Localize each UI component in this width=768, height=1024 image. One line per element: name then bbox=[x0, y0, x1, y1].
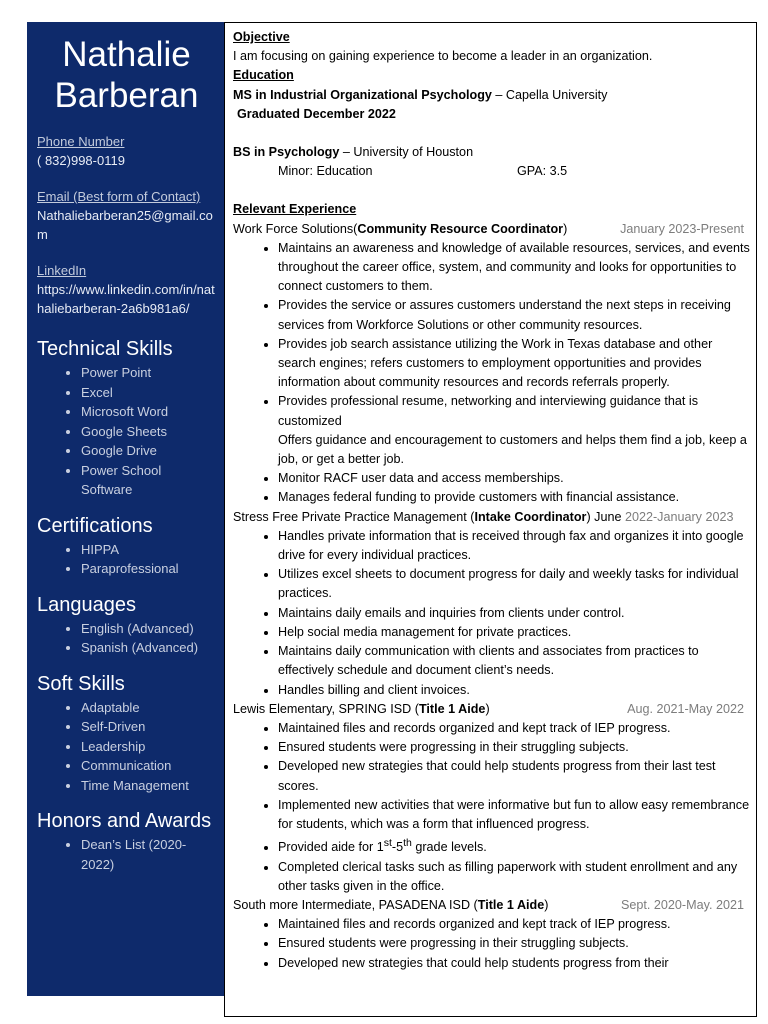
list-item: • Ensured students were progressing in their struggling subjects. bbox=[278, 738, 750, 757]
job-bullets bbox=[233, 469, 750, 507]
ms-degree-line bbox=[233, 86, 750, 105]
objective-heading: Objective bbox=[233, 30, 290, 44]
job-date: Aug. 2021-May 2022 bbox=[627, 701, 744, 716]
list-item: • Time Management bbox=[81, 776, 216, 796]
job-date: January 2023-Present bbox=[620, 221, 744, 236]
languages-list bbox=[37, 619, 216, 658]
list-item: • Paraprofessional bbox=[81, 559, 216, 579]
bs-school: – University of Houston bbox=[339, 145, 474, 160]
bs-gpa: GPA: 3.5 bbox=[517, 164, 568, 179]
aide-text: Provided aide for 1 bbox=[278, 840, 384, 855]
aide-sup: st bbox=[383, 837, 392, 850]
bs-degree: BS in Psychology bbox=[233, 145, 340, 160]
education-heading: Education bbox=[233, 68, 294, 83]
list-item: • Maintains daily emails and inquiries from clients under control. bbox=[278, 604, 750, 623]
email-value[interactable]: Nathaliebarberan25@gmail.com bbox=[37, 208, 213, 242]
list-item: • Maintains daily communication with clients and associates from practices to effectively schedule and document client’s needs. bbox=[278, 642, 750, 680]
linkedin-value[interactable]: https://www.linkedin.com/in/nathaliebarberan-2a6b981a6/ bbox=[37, 282, 215, 316]
job-bullets bbox=[233, 239, 750, 431]
first-name: Nathalie bbox=[62, 35, 191, 74]
list-item: • HIPPA bbox=[81, 540, 216, 560]
job-org: South more Intermediate, PASADENA ISD ( bbox=[233, 897, 478, 912]
list-item: • Communication bbox=[81, 756, 216, 776]
list-item: • Excel bbox=[81, 383, 216, 403]
linkedin-label: LinkedIn bbox=[37, 263, 87, 278]
certifications-heading: Certifications bbox=[37, 514, 153, 537]
list-item: • Help social media management for private practices. bbox=[278, 623, 750, 642]
technical-skills-list bbox=[37, 363, 216, 500]
soft-skills-heading: Soft Skills bbox=[37, 672, 125, 695]
list-item: • Provides professional resume, networking and interviewing guidance that is customized bbox=[278, 392, 750, 430]
list-item: • Provides the service or assures customers understand the next steps in receiving services from Workforce Solutions or other community resources. bbox=[278, 296, 750, 334]
job-date: Sept. 2020-May. 2021 bbox=[621, 897, 744, 912]
list-item: • Power Point bbox=[81, 363, 216, 383]
list-item: • Ensured students were progressing in their struggling subjects. bbox=[278, 934, 750, 953]
aide-text: -5 bbox=[391, 840, 404, 855]
email-label: Email (Best form of Contact) bbox=[37, 189, 201, 204]
list-item: • Spanish (Advanced) bbox=[81, 638, 216, 658]
list-item: • Provides job search assistance utilizing the Work in Texas database and other search engines; refers customers to employment opportunities and provides information about community resources and records referrals properly. bbox=[278, 335, 750, 393]
list-item: • Implemented new activities that were informative but fun to allow easy remembrance for students, which was a form that influenced progress. bbox=[278, 796, 750, 834]
phone-label: Phone Number bbox=[37, 134, 125, 149]
soft-skills-list bbox=[37, 698, 216, 796]
list-item: • Power School Software bbox=[81, 461, 216, 500]
list-item: • Handles private information that is received through fax and organizes it into google drive for every individual practices. bbox=[278, 527, 750, 565]
list-item: • Developed new strategies that could help students progress from their last test scores. bbox=[278, 757, 750, 795]
name-heading bbox=[37, 34, 216, 116]
job-org: Stress Free Private Practice Management ( bbox=[233, 509, 475, 524]
honors-list bbox=[37, 835, 216, 874]
list-item: • Maintains an awareness and knowledge of available resources, services, and events throughout the career office, system, and community and looks for opportunities to connect customers to them. bbox=[278, 239, 750, 297]
list-item: • Completed clerical tasks such as filling paperwork with student enrollment and any other tasks given in the office. bbox=[278, 858, 750, 896]
honors-heading: Honors and Awards bbox=[37, 810, 212, 832]
job-paren: ) bbox=[485, 701, 490, 716]
job-paren: ) bbox=[563, 221, 568, 236]
job-org: Lewis Elementary, SPRING ISD ( bbox=[233, 701, 419, 716]
job-title: Title 1 Aide bbox=[418, 701, 486, 716]
list-item: • Maintained files and records organized and kept track of IEP progress. bbox=[278, 719, 750, 738]
job-date: 2022-January 2023 bbox=[624, 509, 734, 524]
job-title: Title 1 Aide bbox=[477, 897, 545, 912]
job-header bbox=[233, 508, 750, 527]
list-item: • Maintained files and records organized and kept track of IEP progress. bbox=[278, 915, 750, 934]
bs-minor: Minor: Education bbox=[278, 164, 373, 179]
list-item bbox=[278, 834, 750, 857]
job-title: Intake Coordinator bbox=[474, 509, 587, 524]
list-item: • Adaptable bbox=[81, 698, 216, 718]
certifications-list bbox=[37, 540, 216, 579]
list-item: • Utilizes excel sheets to document progress for daily and weekly tasks for individual practices. bbox=[278, 565, 750, 603]
list-item: • Leadership bbox=[81, 737, 216, 757]
sidebar bbox=[27, 22, 224, 996]
list-item: • Developed new strategies that could help students progress from their bbox=[278, 954, 750, 973]
list-item: • Google Sheets bbox=[81, 422, 216, 442]
bs-minor-line bbox=[233, 162, 750, 181]
ms-school: – Capella University bbox=[491, 87, 608, 102]
job-header bbox=[233, 896, 750, 915]
languages-heading: Languages bbox=[37, 593, 136, 616]
job-header bbox=[233, 700, 750, 719]
job-paren: ) June bbox=[586, 509, 625, 524]
job-header bbox=[233, 220, 750, 239]
ms-degree: MS in Industrial Organizational Psychology bbox=[233, 87, 492, 102]
job-bullets bbox=[233, 719, 750, 896]
objective-text: I am focusing on gaining experience to become a leader in an organization. bbox=[233, 49, 653, 64]
job-bullets bbox=[233, 527, 750, 700]
experience-heading: Relevant Experience bbox=[233, 202, 357, 217]
last-name: Barberan bbox=[54, 76, 199, 115]
job-continuation: Offers guidance and encouragement to customers and helps them find a job, keep a job, or get a better job. bbox=[278, 432, 747, 467]
job-title: Community Resource Coordinator bbox=[357, 221, 564, 236]
list-item: • English (Advanced) bbox=[81, 619, 216, 639]
list-item: • Monitor RACF user data and access memberships. bbox=[278, 469, 750, 488]
phone-value: ( 832)998-0119 bbox=[37, 153, 125, 168]
list-item: • Google Drive bbox=[81, 441, 216, 461]
ms-graduation: Graduated December 2022 bbox=[237, 106, 396, 121]
list-item: • Self-Driven bbox=[81, 717, 216, 737]
main-content bbox=[224, 22, 757, 1017]
bs-degree-line bbox=[233, 143, 750, 162]
job-org: Work Force Solutions( bbox=[233, 221, 358, 236]
list-item: • Dean’s List (2020-2022) bbox=[81, 835, 216, 874]
job-paren: ) bbox=[544, 897, 549, 912]
list-item: • Microsoft Word bbox=[81, 402, 216, 422]
list-item: • Handles billing and client invoices. bbox=[278, 681, 750, 700]
aide-text: grade levels. bbox=[411, 840, 487, 855]
job-bullets bbox=[233, 915, 750, 973]
technical-skills-heading: Technical Skills bbox=[37, 338, 173, 360]
aide-sup: th bbox=[403, 837, 412, 850]
list-item: • Manages federal funding to provide customers with financial assistance. bbox=[278, 488, 750, 507]
